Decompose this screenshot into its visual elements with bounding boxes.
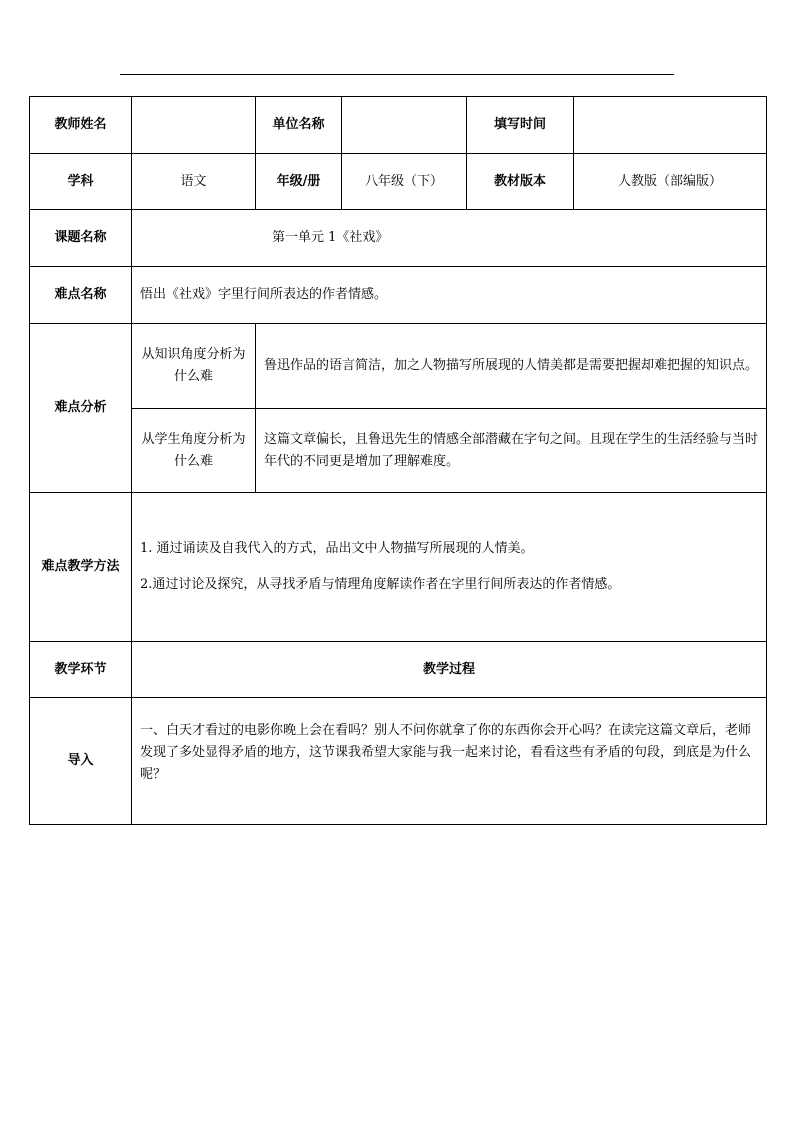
lesson-value: 第一单元 1《社戏》 [132,210,767,267]
student-angle-text: 这篇文章偏长，且鲁迅先生的情感全部潜藏在字句之间。且现在学生的生活经验与当时年代的不同更是增加了理解难度。 [256,409,767,493]
intro-label: 导入 [30,698,132,825]
textbook-value: 人教版（部编版） [574,154,767,210]
method-list [132,493,767,642]
method-item: 2.通过讨论及探究，从寻找矛盾与情理角度解读作者在字里行间所表达的作者情感。 [140,577,621,592]
process-label: 教学过程 [132,642,767,698]
stage-label: 教学环节 [30,642,132,698]
lesson-plan-table [29,96,767,825]
fill-time-label: 填写时间 [467,97,574,154]
table-row-stage-header [30,642,767,698]
student-angle-label: 从学生角度分析为什么难 [132,409,256,493]
table-row-method [30,493,767,642]
grade-value: 八年级（下） [342,154,467,210]
difficulty-analysis-label: 难点分析 [30,324,132,493]
header-rule [120,74,674,75]
textbook-label: 教材版本 [467,154,574,210]
method-item: 1. 通过诵读及自我代入的方式，品出文中人物描写所展现的人情美。 [140,541,534,556]
teacher-name-field[interactable] [132,97,256,154]
intro-text: 一、白天才看过的电影你晚上会在看吗？别人不问你就拿了你的东西你会开心吗？在读完这篇文章后，老师发现了多处显得矛盾的地方，这节课我希望大家能与我一起来讨论，看看这些有矛盾的句段，到底是为什么呢？ [132,698,767,825]
table-row-teacher [30,97,767,154]
lesson-label: 课题名称 [30,210,132,267]
table-row-intro [30,698,767,825]
table-row-knowledge-angle [30,324,767,409]
subject-value: 语文 [132,154,256,210]
knowledge-angle-text: 鲁迅作品的语言简洁，加之人物描写所展现的人情美都是需要把握却难把握的知识点。 [256,324,767,409]
fill-time-field[interactable] [574,97,767,154]
table-row-lesson [30,210,767,267]
table-row-difficulty-name [30,267,767,324]
unit-field[interactable] [342,97,467,154]
table-row-subject [30,154,767,210]
difficulty-name-label: 难点名称 [30,267,132,324]
teacher-name-label: 教师姓名 [30,97,132,154]
subject-label: 学科 [30,154,132,210]
table-row-student-angle [30,409,767,493]
difficulty-name-value: 悟出《社戏》字里行间所表达的作者情感。 [132,267,767,324]
unit-label: 单位名称 [256,97,342,154]
knowledge-angle-label: 从知识角度分析为什么难 [132,324,256,409]
method-label: 难点教学方法 [30,493,132,642]
grade-label: 年级/册 [256,154,342,210]
